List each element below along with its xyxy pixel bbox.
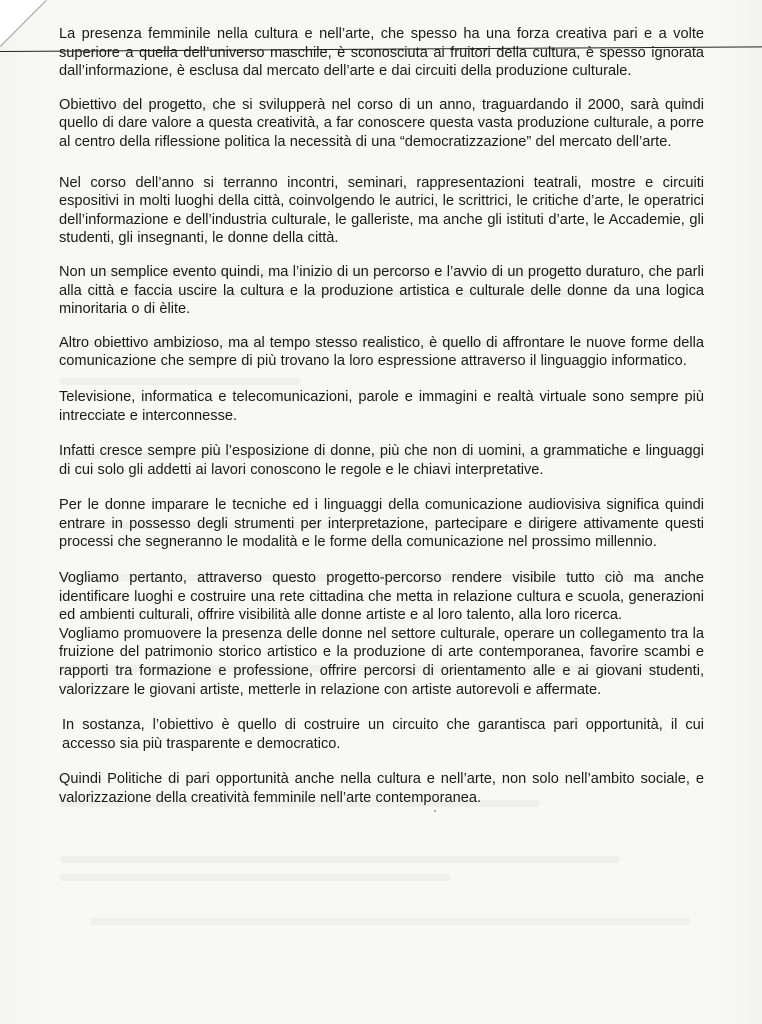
paragraph-2: Obiettivo del progetto, che si svilupperà nel corso di un anno, traguardando il 2000, sarà quindi quello di dare valore a questa creatività, a far conoscere questa vasta produzione culturale, a porre al centro della riflessione politica la necessità di una “democratizzazione” del mercato dell’arte. [59,96,704,150]
paragraph-4: Non un semplice evento quindi, ma l’inizio di un percorso e l’avvio di un progetto duraturo, che parli alla città e faccia uscire la cultura e la produzione artistica e culturale delle donne da una logica minoritaria o di èlite. [59,263,704,318]
paragraph-12: Quindi Politiche di pari opportunità anche nella cultura e nell’arte, non solo nell’ambito sociale, e valorizzazione della creatività femminile nell’arte contemporanea. [59,771,704,806]
paragraph-3: Nel corso dell’anno si terranno incontri, seminari, rappresentazioni teatrali, mostre e circuiti espositivi in molti luoghi della città, coinvolgendo le autrici, le scrittrici, le critiche d’arte, le operatrici dell’informazione e dell’industria culturale, le galleriste, ma anche gli istituti d’arte, le Accademie, gli studenti, gli insegnanti, le donne della città. [59,174,704,247]
paragraph-7: Infatti cresce sempre più l’esposizione di donne, più che non di uomini, a grammatiche e linguaggi di cui solo gli addetti ai lavori conoscono le regole e le chiavi interpretative. [59,443,704,478]
paragraph-5: Altro obiettivo ambizioso, ma al tempo stesso realistico, è quello di affrontare le nuove forme della comunicazione che sempre di più trovano la loro espressione attraverso il linguaggio informatico. [59,334,704,370]
paragraph-1: La presenza femminile nella cultura e nell’arte, che spesso ha una forza creativa pari e a volte superiore a quella dell’universo maschile, è sconosciuta ai fruitori della cultura, è spesso ignorata dall’informazione, è esclusa dal mercato dell’arte e dai circuiti della produzione culturale. [59,26,704,80]
paragraph-6: Televisione, informatica e telecomunicazioni, parole e immagini e realtà virtuale sono sempre più intrecciate e interconnesse. [59,388,704,424]
paragraph-8: Per le donne imparare le tecniche ed i linguaggi della comunicazione audiovisiva significa quindi entrare in possesso degli strumenti per interpretazione, partecipare e dirigere attivamente questi processi che segneranno le modalità e le forme della comunicazione nel prossimo millennio. [59,497,704,551]
scan-speck [434,810,436,812]
document-body [59,25,704,808]
paragraph-11: In sostanza, l’obiettivo è quello di costruire un circuito che garantisca pari opportunità, il cui accesso sia più trasparente e democratico. [62,717,704,752]
paragraph-10: Vogliamo promuovere la presenza delle donne nel settore culturale, operare un collegamento tra la fruizione del patrimonio storico artistico e la produzione di arte contemporanea, favorire scambi e rapporti tra formazione e professione, offrire percorsi di orientamento alle e ai giovani studenti, valorizzare le giovani artiste, metterle in relazione con artiste autorevoli e affermate. [59,625,704,698]
paragraph-9: Vogliamo pertanto, attraverso questo progetto-percorso rendere visibile tutto ciò ma anche identificare luoghi e costruire una rete cittadina che metta in relazione cultura e scuola, generazioni ed ambienti culturali, offrire visibilità alle donne artiste e al loro talento, alla loro ricerca. [59,570,704,624]
